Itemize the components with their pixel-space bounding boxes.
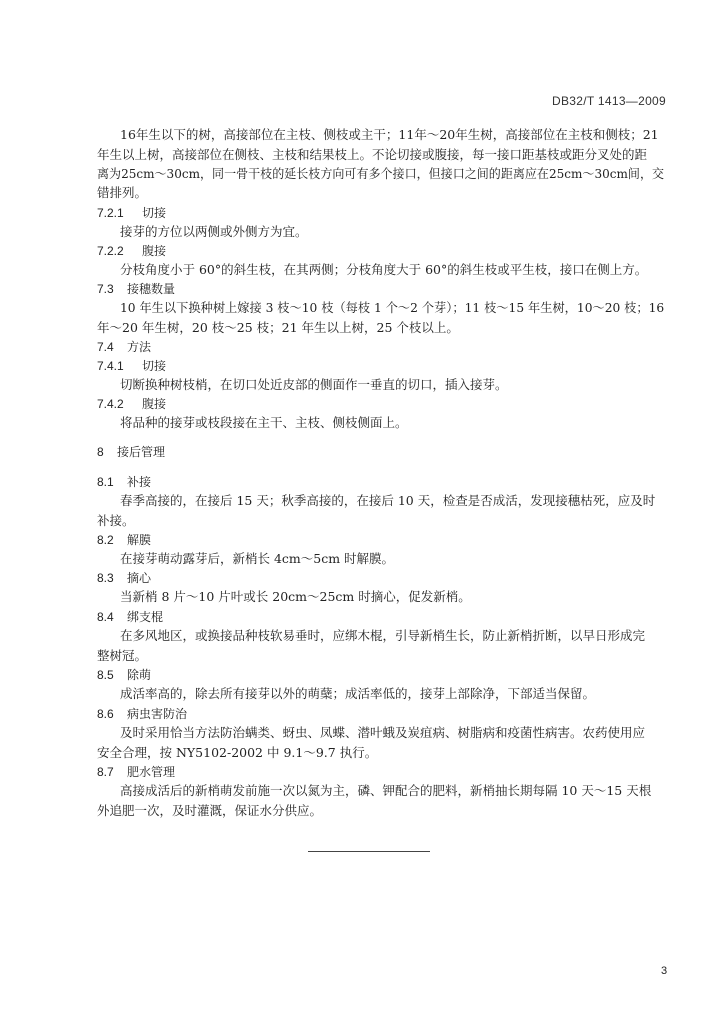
section-heading bbox=[97, 570, 151, 586]
page-number: 3 bbox=[661, 965, 668, 977]
section-number: 7.2.1 bbox=[97, 206, 124, 220]
section-heading bbox=[97, 706, 187, 722]
section-heading bbox=[97, 205, 166, 221]
section-heading bbox=[97, 609, 163, 625]
paragraph-line: 外追肥一次，及时灌溉，保证水分供应。 bbox=[97, 803, 323, 818]
paragraph-line: 将品种的接芽或枝段接在主干、主枝、侧枝侧面上。 bbox=[120, 415, 408, 430]
section-number: 8.3 bbox=[97, 571, 114, 585]
section-title: 切接 bbox=[142, 206, 167, 220]
paragraph-line: 在接芽萌动露芽后，新梢长 4cm～5cm 时解膜。 bbox=[120, 551, 395, 566]
section-number: 7.4.1 bbox=[97, 359, 124, 373]
section-title: 解膜 bbox=[127, 533, 152, 547]
paragraph-line: 分枝角度小于 60°的斜生枝，在其两侧；分枝角度大于 60°的斜生枝或平生枝，接口在侧上方。 bbox=[120, 262, 648, 277]
section-title: 接穗数量 bbox=[127, 282, 176, 296]
end-divider bbox=[308, 851, 430, 852]
paragraph-line: 成活率高的，除去所有接芽以外的萌蘖；成活率低的，接芽上部除净，下部适当保留。 bbox=[120, 686, 596, 701]
section-number: 7.4.2 bbox=[97, 397, 124, 411]
chapter-heading bbox=[97, 444, 165, 460]
section-title: 病虫害防治 bbox=[127, 707, 188, 721]
section-number: 8.2 bbox=[97, 533, 114, 547]
section-heading bbox=[97, 532, 151, 548]
chapter-number: 8 bbox=[97, 445, 104, 459]
section-title: 摘心 bbox=[127, 571, 152, 585]
section-heading bbox=[97, 667, 151, 683]
section-number: 7.2.2 bbox=[97, 244, 124, 258]
section-title: 切接 bbox=[142, 359, 167, 373]
section-title: 除萌 bbox=[127, 668, 152, 682]
paragraph-line: 错排列。 bbox=[97, 185, 148, 200]
section-title: 腹接 bbox=[142, 397, 167, 411]
section-title: 补接 bbox=[127, 475, 152, 489]
paragraph-line: 补接。 bbox=[97, 513, 135, 528]
paragraph-line: 16年生以下的树，高接部位在主枝、侧枝或主干；11年～20年生树，高接部位在主枝和侧枝；21 bbox=[120, 127, 659, 142]
section-heading bbox=[97, 764, 175, 780]
section-title: 肥水管理 bbox=[127, 765, 176, 779]
section-heading bbox=[97, 243, 166, 259]
chapter-title: 接后管理 bbox=[117, 445, 166, 459]
section-heading bbox=[97, 358, 166, 374]
paragraph-line: 年生以上树，高接部位在侧枝、主枝和结果枝上。不论切接或腹接，每一接口距基枝或距分叉处的距 bbox=[97, 147, 648, 162]
paragraph-line: 高接成活后的新梢萌发前施一次以氮为主，磷、钾配合的肥料，新梢抽长期每隔 10 天～15 天根 bbox=[120, 783, 652, 798]
section-title: 腹接 bbox=[142, 244, 167, 258]
paragraph-line: 切断换种树枝梢，在切口处近皮部的侧面作一垂直的切口，插入接芽。 bbox=[120, 377, 508, 392]
paragraph-line: 当新梢 8 片～10 片叶或长 20cm～25cm 时摘心，促发新梢。 bbox=[120, 589, 471, 604]
paragraph-line: 年～20 年生树，20 枝～25 枝；21 年生以上树，25 个枝以上。 bbox=[97, 320, 459, 335]
paragraph-line: 整树冠。 bbox=[97, 648, 148, 663]
section-heading bbox=[97, 281, 175, 297]
section-title: 绑支棍 bbox=[127, 610, 164, 624]
section-title: 方法 bbox=[127, 340, 152, 354]
paragraph-line: 春季高接的，在接后 15 天；秋季高接的，在接后 10 天，检查是否成活，发现接穗枯死，应及时 bbox=[120, 493, 656, 508]
standard-code: DB32/T 1413—2009 bbox=[552, 94, 666, 108]
section-number: 8.6 bbox=[97, 707, 114, 721]
paragraph-line: 10 年生以下换种树上嫁接 3 枝～10 枝（每枝 1 个～2 个芽）；11 枝～15 年生树，10～20 枝；16 bbox=[120, 300, 665, 315]
section-number: 8.1 bbox=[97, 475, 114, 489]
paragraph-line: 接芽的方位以两侧或外侧方为宜。 bbox=[120, 224, 308, 239]
paragraph-line: 在多风地区，或换接品种枝软易垂时，应绑木棍，引导新梢生长，防止新梢折断，以早日形成完 bbox=[120, 628, 646, 643]
section-heading bbox=[97, 339, 151, 355]
section-heading bbox=[97, 396, 166, 412]
paragraph-line: 及时采用恰当方法防治螨类、蚜虫、凤蝶、潜叶蛾及炭疽病、树脂病和疫菌性病害。农药使用应 bbox=[120, 725, 646, 740]
section-number: 8.7 bbox=[97, 765, 114, 779]
section-number: 8.5 bbox=[97, 668, 114, 682]
paragraph-line: 安全合理，按 NY5102-2002 中 9.1～9.7 执行。 bbox=[97, 745, 378, 760]
section-number: 8.4 bbox=[97, 610, 114, 624]
section-number: 7.3 bbox=[97, 282, 114, 296]
section-heading bbox=[97, 474, 151, 490]
section-number: 7.4 bbox=[97, 340, 114, 354]
paragraph-line: 离为25cm～30cm，同一骨干枝的延长枝方向可有多个接口，但接口之间的距离应在25cm～30cm间，交 bbox=[97, 166, 665, 181]
